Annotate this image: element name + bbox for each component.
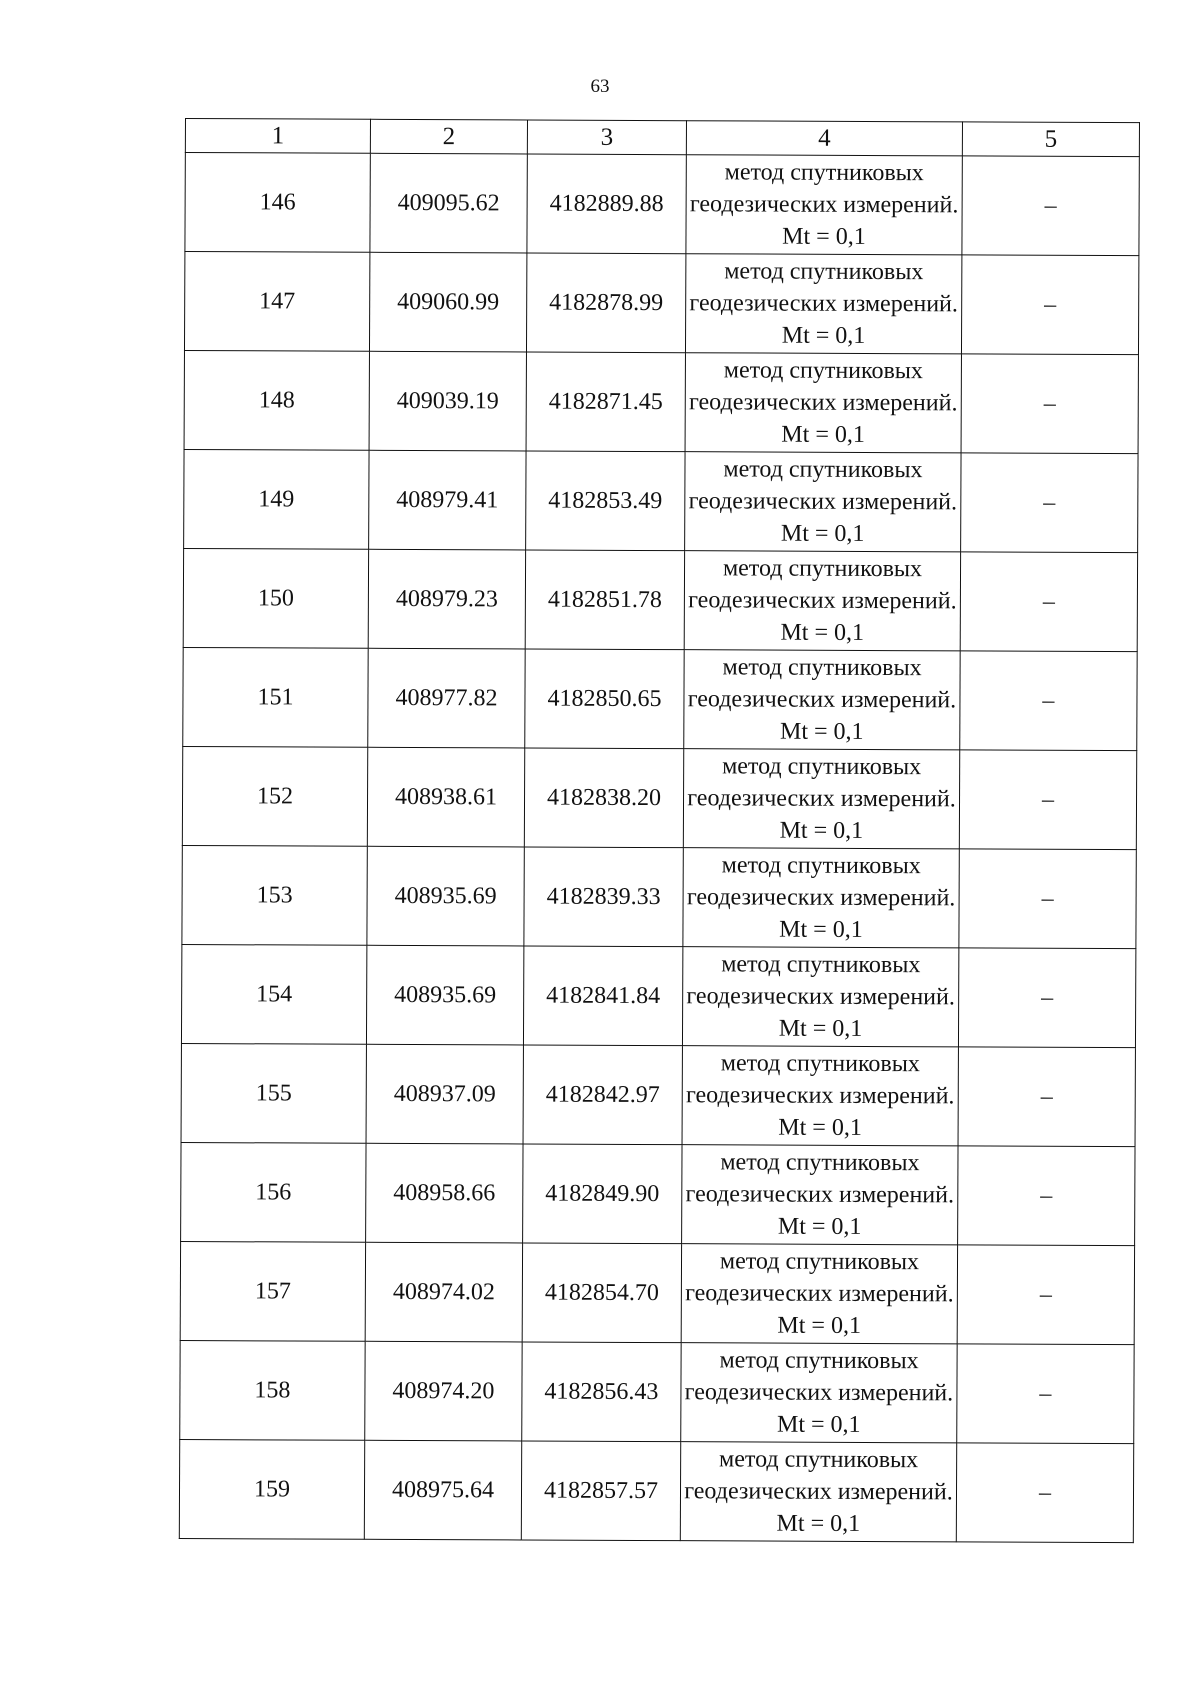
x-coordinate-cell: 409095.62 [370, 153, 527, 253]
header-row [185, 119, 1139, 157]
method-cell: метод спутниковых геодезических измерений. Mt = 0,1 [686, 155, 962, 255]
note-cell: – [958, 1146, 1135, 1246]
point-number-cell: 150 [183, 548, 368, 648]
y-coordinate-cell: 4182849.90 [523, 1144, 682, 1244]
y-coordinate-cell: 4182871.45 [526, 352, 685, 452]
table-row [180, 1241, 1134, 1344]
method-cell: метод спутниковых геодезических измерений. Mt = 0,1 [684, 650, 960, 750]
x-coordinate-cell: 409039.19 [369, 351, 526, 451]
table-row [180, 1340, 1134, 1443]
x-coordinate-cell: 408979.41 [369, 450, 526, 550]
y-coordinate-cell: 4182841.84 [523, 946, 682, 1046]
note-cell: – [957, 1344, 1134, 1444]
table-row [183, 647, 1137, 750]
note-cell: – [960, 552, 1137, 652]
note-cell: – [959, 849, 1136, 949]
y-coordinate-cell: 4182850.65 [525, 649, 684, 749]
method-cell: метод спутниковых геодезических измерений. Mt = 0,1 [681, 1343, 957, 1443]
table-row [182, 845, 1136, 948]
point-number-cell: 156 [181, 1142, 366, 1242]
note-cell: – [962, 156, 1139, 256]
point-number-cell: 158 [180, 1340, 365, 1440]
y-coordinate-cell: 4182851.78 [525, 550, 684, 650]
y-coordinate-cell: 4182839.33 [524, 847, 683, 947]
point-number-cell: 154 [181, 944, 366, 1044]
note-cell: – [961, 354, 1138, 454]
column-header-3: 3 [527, 120, 686, 155]
x-coordinate-cell: 409060.99 [369, 252, 526, 352]
y-coordinate-cell: 4182854.70 [522, 1243, 681, 1343]
point-number-cell: 157 [180, 1241, 365, 1341]
table-row [184, 350, 1138, 453]
y-coordinate-cell: 4182878.99 [526, 253, 685, 353]
point-number-cell: 155 [181, 1043, 366, 1143]
method-cell: метод спутниковых геодезических измерений. Mt = 0,1 [681, 1244, 957, 1344]
point-number-cell: 149 [184, 449, 369, 549]
note-cell: – [958, 1047, 1135, 1147]
x-coordinate-cell: 408979.23 [368, 549, 525, 649]
point-number-cell: 153 [182, 845, 367, 945]
method-cell: метод спутниковых геодезических измерений. Mt = 0,1 [680, 1442, 956, 1542]
table-row [179, 1439, 1133, 1542]
table-header [185, 119, 1139, 157]
table-row [183, 548, 1137, 651]
y-coordinate-cell: 4182842.97 [523, 1045, 682, 1145]
table-body [179, 153, 1139, 1543]
note-cell: – [957, 1245, 1134, 1345]
x-coordinate-cell: 408958.66 [366, 1143, 523, 1243]
x-coordinate-cell: 408935.69 [366, 945, 523, 1045]
method-cell: метод спутниковых геодезических измерений. Mt = 0,1 [684, 551, 960, 651]
table-row [184, 449, 1138, 552]
x-coordinate-cell: 408977.82 [368, 648, 525, 748]
table-row [185, 153, 1139, 256]
method-cell: метод спутниковых геодезических измерений. Mt = 0,1 [682, 947, 958, 1047]
table-row [181, 944, 1135, 1047]
point-number-cell: 152 [182, 746, 367, 846]
point-number-cell: 151 [183, 647, 368, 747]
column-header-2: 2 [370, 119, 527, 154]
note-cell: – [958, 948, 1135, 1048]
note-cell: – [961, 453, 1138, 553]
x-coordinate-cell: 408937.09 [366, 1044, 523, 1144]
point-number-cell: 148 [184, 350, 369, 450]
point-number-cell: 159 [179, 1439, 364, 1539]
x-coordinate-cell: 408974.20 [365, 1341, 522, 1441]
column-header-5: 5 [962, 122, 1139, 157]
page-number: 63 [590, 76, 610, 97]
table-row [181, 1043, 1135, 1146]
x-coordinate-cell: 408935.69 [367, 846, 524, 946]
note-cell: – [961, 255, 1138, 355]
y-coordinate-cell: 4182857.57 [521, 1441, 680, 1541]
y-coordinate-cell: 4182856.43 [522, 1342, 681, 1442]
method-cell: метод спутниковых геодезических измерений. Mt = 0,1 [685, 452, 961, 552]
method-cell: метод спутниковых геодезических измерений. Mt = 0,1 [682, 1145, 958, 1245]
table-row [182, 746, 1136, 849]
method-cell: метод спутниковых геодезических измерений. Mt = 0,1 [683, 749, 959, 849]
x-coordinate-cell: 408975.64 [364, 1440, 521, 1540]
y-coordinate-cell: 4182838.20 [524, 748, 683, 848]
y-coordinate-cell: 4182889.88 [527, 154, 686, 254]
table-row [184, 252, 1138, 355]
x-coordinate-cell: 408974.02 [365, 1242, 522, 1342]
note-cell: – [959, 750, 1136, 850]
coordinates-table [179, 118, 1140, 1543]
method-cell: метод спутниковых геодезических измерений. Mt = 0,1 [685, 254, 961, 354]
column-header-4: 4 [686, 121, 962, 156]
note-cell: – [956, 1443, 1133, 1543]
x-coordinate-cell: 408938.61 [367, 747, 524, 847]
y-coordinate-cell: 4182853.49 [526, 451, 685, 551]
method-cell: метод спутниковых геодезических измерений. Mt = 0,1 [682, 1046, 958, 1146]
method-cell: метод спутниковых геодезических измерений. Mt = 0,1 [685, 353, 961, 453]
table-row [181, 1142, 1135, 1245]
method-cell: метод спутниковых геодезических измерений. Mt = 0,1 [683, 848, 959, 948]
point-number-cell: 146 [185, 153, 370, 253]
column-header-1: 1 [185, 119, 370, 154]
point-number-cell: 147 [184, 252, 369, 352]
note-cell: – [960, 651, 1137, 751]
